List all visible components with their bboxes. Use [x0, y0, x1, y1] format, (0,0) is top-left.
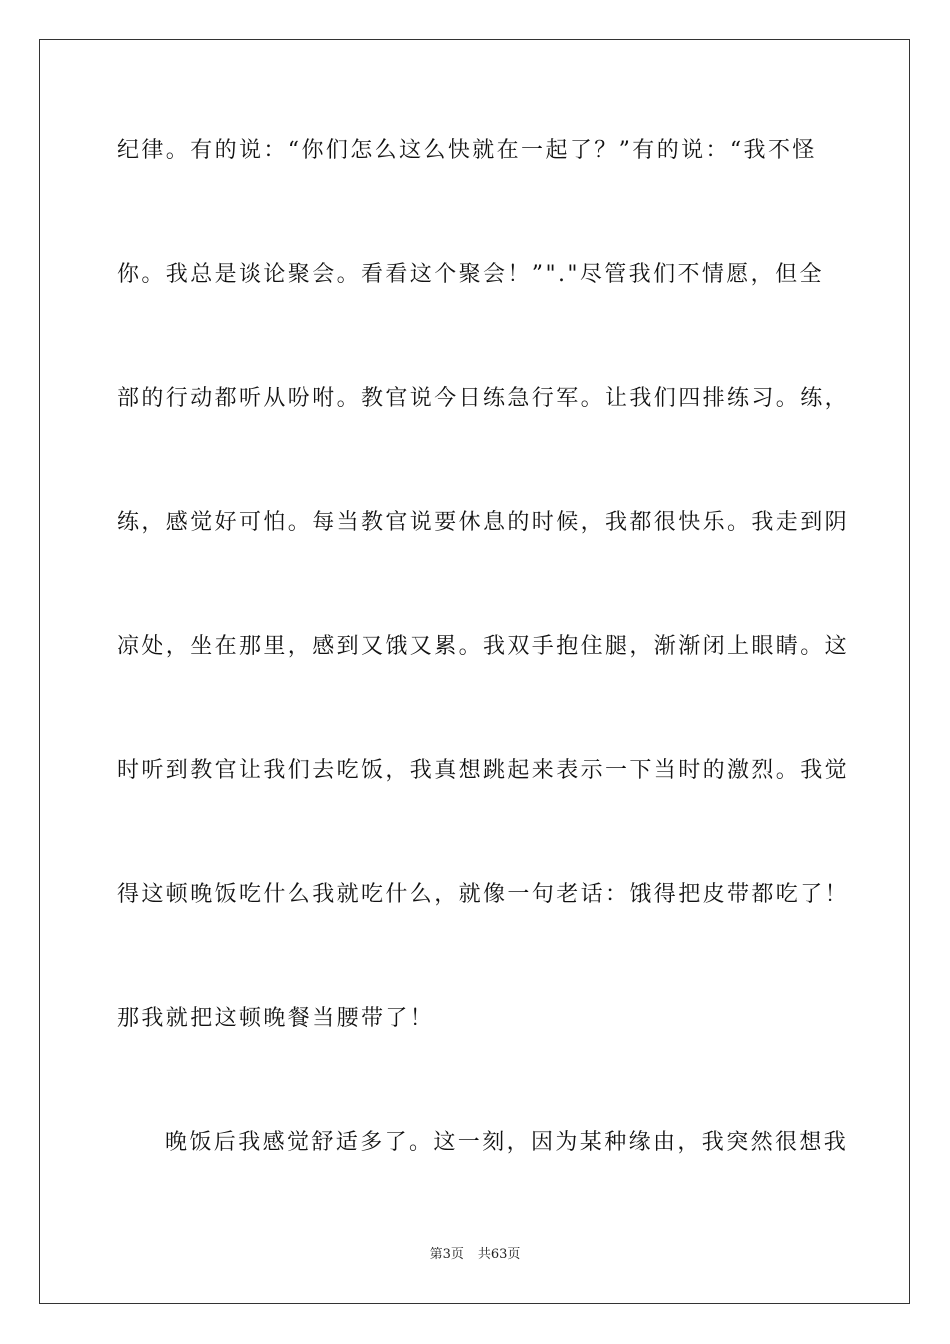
paragraph-start-line: 晚饭后我感觉舒适多了。这一刻，因为某种缘由，我突然很想我	[165, 1130, 849, 1155]
text-line: 那我就把这顿晚餐当腰带了！	[117, 1006, 435, 1031]
page-border	[39, 39, 910, 1304]
text-line: 你。我总是谈论聚会。看看这个聚会！”"."尽管我们不情愿，但全	[117, 262, 824, 287]
text-line: 凉处，坐在那里，感到又饿又累。我双手抱住腿，渐渐闭上眼睛。这	[117, 634, 850, 659]
text-line: 练，感觉好可怕。每当教官说要休息的时候，我都很快乐。我走到阴	[117, 510, 850, 535]
page-footer	[0, 1246, 950, 1264]
text-line: 得这顿晚饭吃什么我就吃什么，就像一句老话：饿得把皮带都吃了！	[117, 882, 850, 907]
page-number: 第3页	[429, 1247, 464, 1262]
text-line: 纪律。有的说：“你们怎么这么快就在一起了？”有的说：“我不怪	[117, 138, 817, 163]
total-pages: 共63页	[477, 1247, 521, 1262]
text-line: 时听到教官让我们去吃饭，我真想跳起来表示一下当时的激烈。我觉	[117, 758, 850, 783]
text-line: 部的行动都听从吩咐。教官说今日练急行军。让我们四排练习。练，	[117, 386, 850, 411]
